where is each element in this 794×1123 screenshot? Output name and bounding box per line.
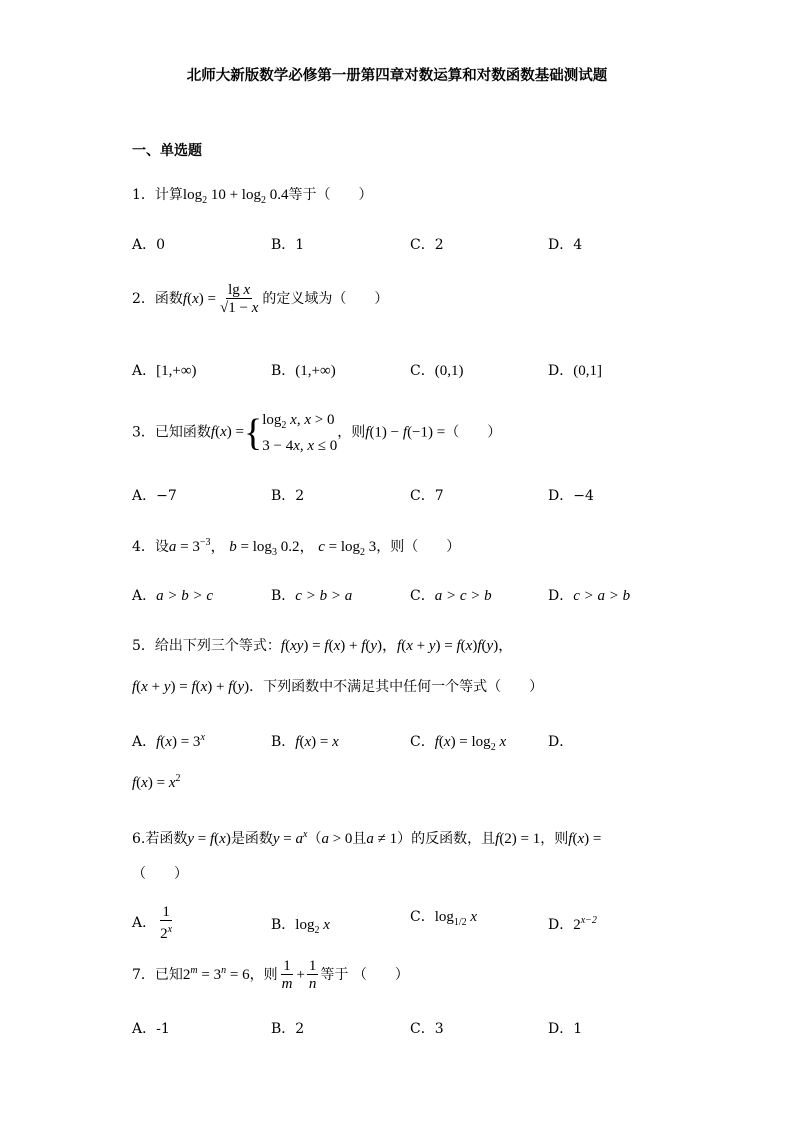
q1-option-b[interactable]: B．1 [271, 237, 305, 253]
q4-option-b[interactable]: B．c > b > a [271, 588, 353, 604]
q2-option-b[interactable]: B．(1,+∞) [271, 363, 336, 379]
q1-option-a[interactable]: A．0 [132, 237, 166, 253]
q7-option-a[interactable]: A．-1 [132, 1021, 170, 1037]
q1-expression: $\log_2 10 + \log_2 0.4$ [182, 187, 289, 206]
q5-option-a[interactable]: A．$f(x) = 3^x$ [132, 732, 205, 750]
question-2: 2．函数f(x) = $\frac{\text{lg x}}{√1 - x}$ 的定义域为（ ） [132, 282, 389, 316]
question-6: 6.若函数y = f(x)是函数$y = a^x(a > 0$且a ≠ 1）的反函数，且f(2) = 1，则f(x) = [132, 829, 602, 847]
q3-option-c[interactable]: C．7 [410, 488, 444, 504]
q5-option-c[interactable]: C．$f(x) = \log_2 x$ [410, 734, 507, 753]
question-5: 5．给出下列三个等式：f(xy) = f(x) + f(y)，f(x + y) = f(x)f(y)， [132, 638, 514, 654]
section-heading: 一、单选题 [132, 143, 202, 159]
q3-piecewise: f(x) ={ $\log_2 x$, x > 0 3 − 4x, x ≤ 0 [210, 412, 338, 454]
q4-option-d[interactable]: D．c > a > b [548, 588, 631, 604]
q7-option-d[interactable]: D．1 [548, 1021, 583, 1037]
q6-option-a[interactable]: A． $\frac{1}{2^x}$ [132, 904, 173, 942]
q7-option-c[interactable]: C．3 [410, 1021, 444, 1037]
q5-option-b[interactable]: B．f(x) = x [271, 734, 339, 750]
q2-option-a[interactable]: A．[1,+∞) [132, 363, 197, 379]
question-4: 4．设$a = 3^{-3}$， $b = \log_3 0.2$， $c = \log_2 3$，则（ ） [132, 537, 461, 558]
q2-option-c[interactable]: C．(0,1) [410, 363, 464, 379]
q1-option-d[interactable]: D．4 [548, 237, 583, 253]
question-5-line2: f(x + y) = f(x) + f(y)．下列函数中不满足其中任何一个等式（ ） [132, 679, 544, 695]
q6-option-c[interactable]: C．$\log_{1/2} x$ [410, 909, 478, 928]
q4-option-a[interactable]: A．a > b > c [132, 588, 214, 604]
q6-option-b[interactable]: B．$\log_2 x$ [271, 917, 330, 936]
q2-expression: f(x) = $\frac{\text{lg x}}{√1 - x}$ [182, 282, 259, 316]
q2-option-d[interactable]: D．(0,1] [548, 363, 602, 379]
question-7: 7．已知$2^m = 3^n = 6$，则 $\frac{1}{m}$ + $\frac{1}{n}$ 等于 （ ） [132, 958, 409, 992]
question-1: 1．计算$\log_2 10 + \log_2 0.4$等于（ ） [132, 187, 373, 206]
page-title: 北师大新版数学必修第一册第四章对数运算和对数函数基础测试题 [186, 67, 608, 84]
q4-option-c[interactable]: C．a > c > b [410, 588, 492, 604]
q6-option-d[interactable]: D．$2^{x-2}$ [548, 915, 597, 933]
question-6-line2: （ ） [132, 866, 188, 882]
q1-option-c[interactable]: C．2 [410, 237, 444, 253]
q3-option-b[interactable]: B．2 [271, 488, 305, 504]
q3-option-d[interactable]: D．−4 [548, 488, 594, 504]
q7-option-b[interactable]: B．2 [271, 1021, 305, 1037]
q3-option-a[interactable]: A．−7 [132, 488, 177, 504]
q5-option-d[interactable]: D． [548, 734, 574, 750]
question-3: 3．已知函数f(x) ={ $\log_2 x$, x > 0 3 − 4x, x ≤ 0 ，则f(1) − f(−1) =（ ） [132, 412, 502, 454]
q5-option-d-expression: $f(x) = x^2$ [132, 773, 181, 791]
